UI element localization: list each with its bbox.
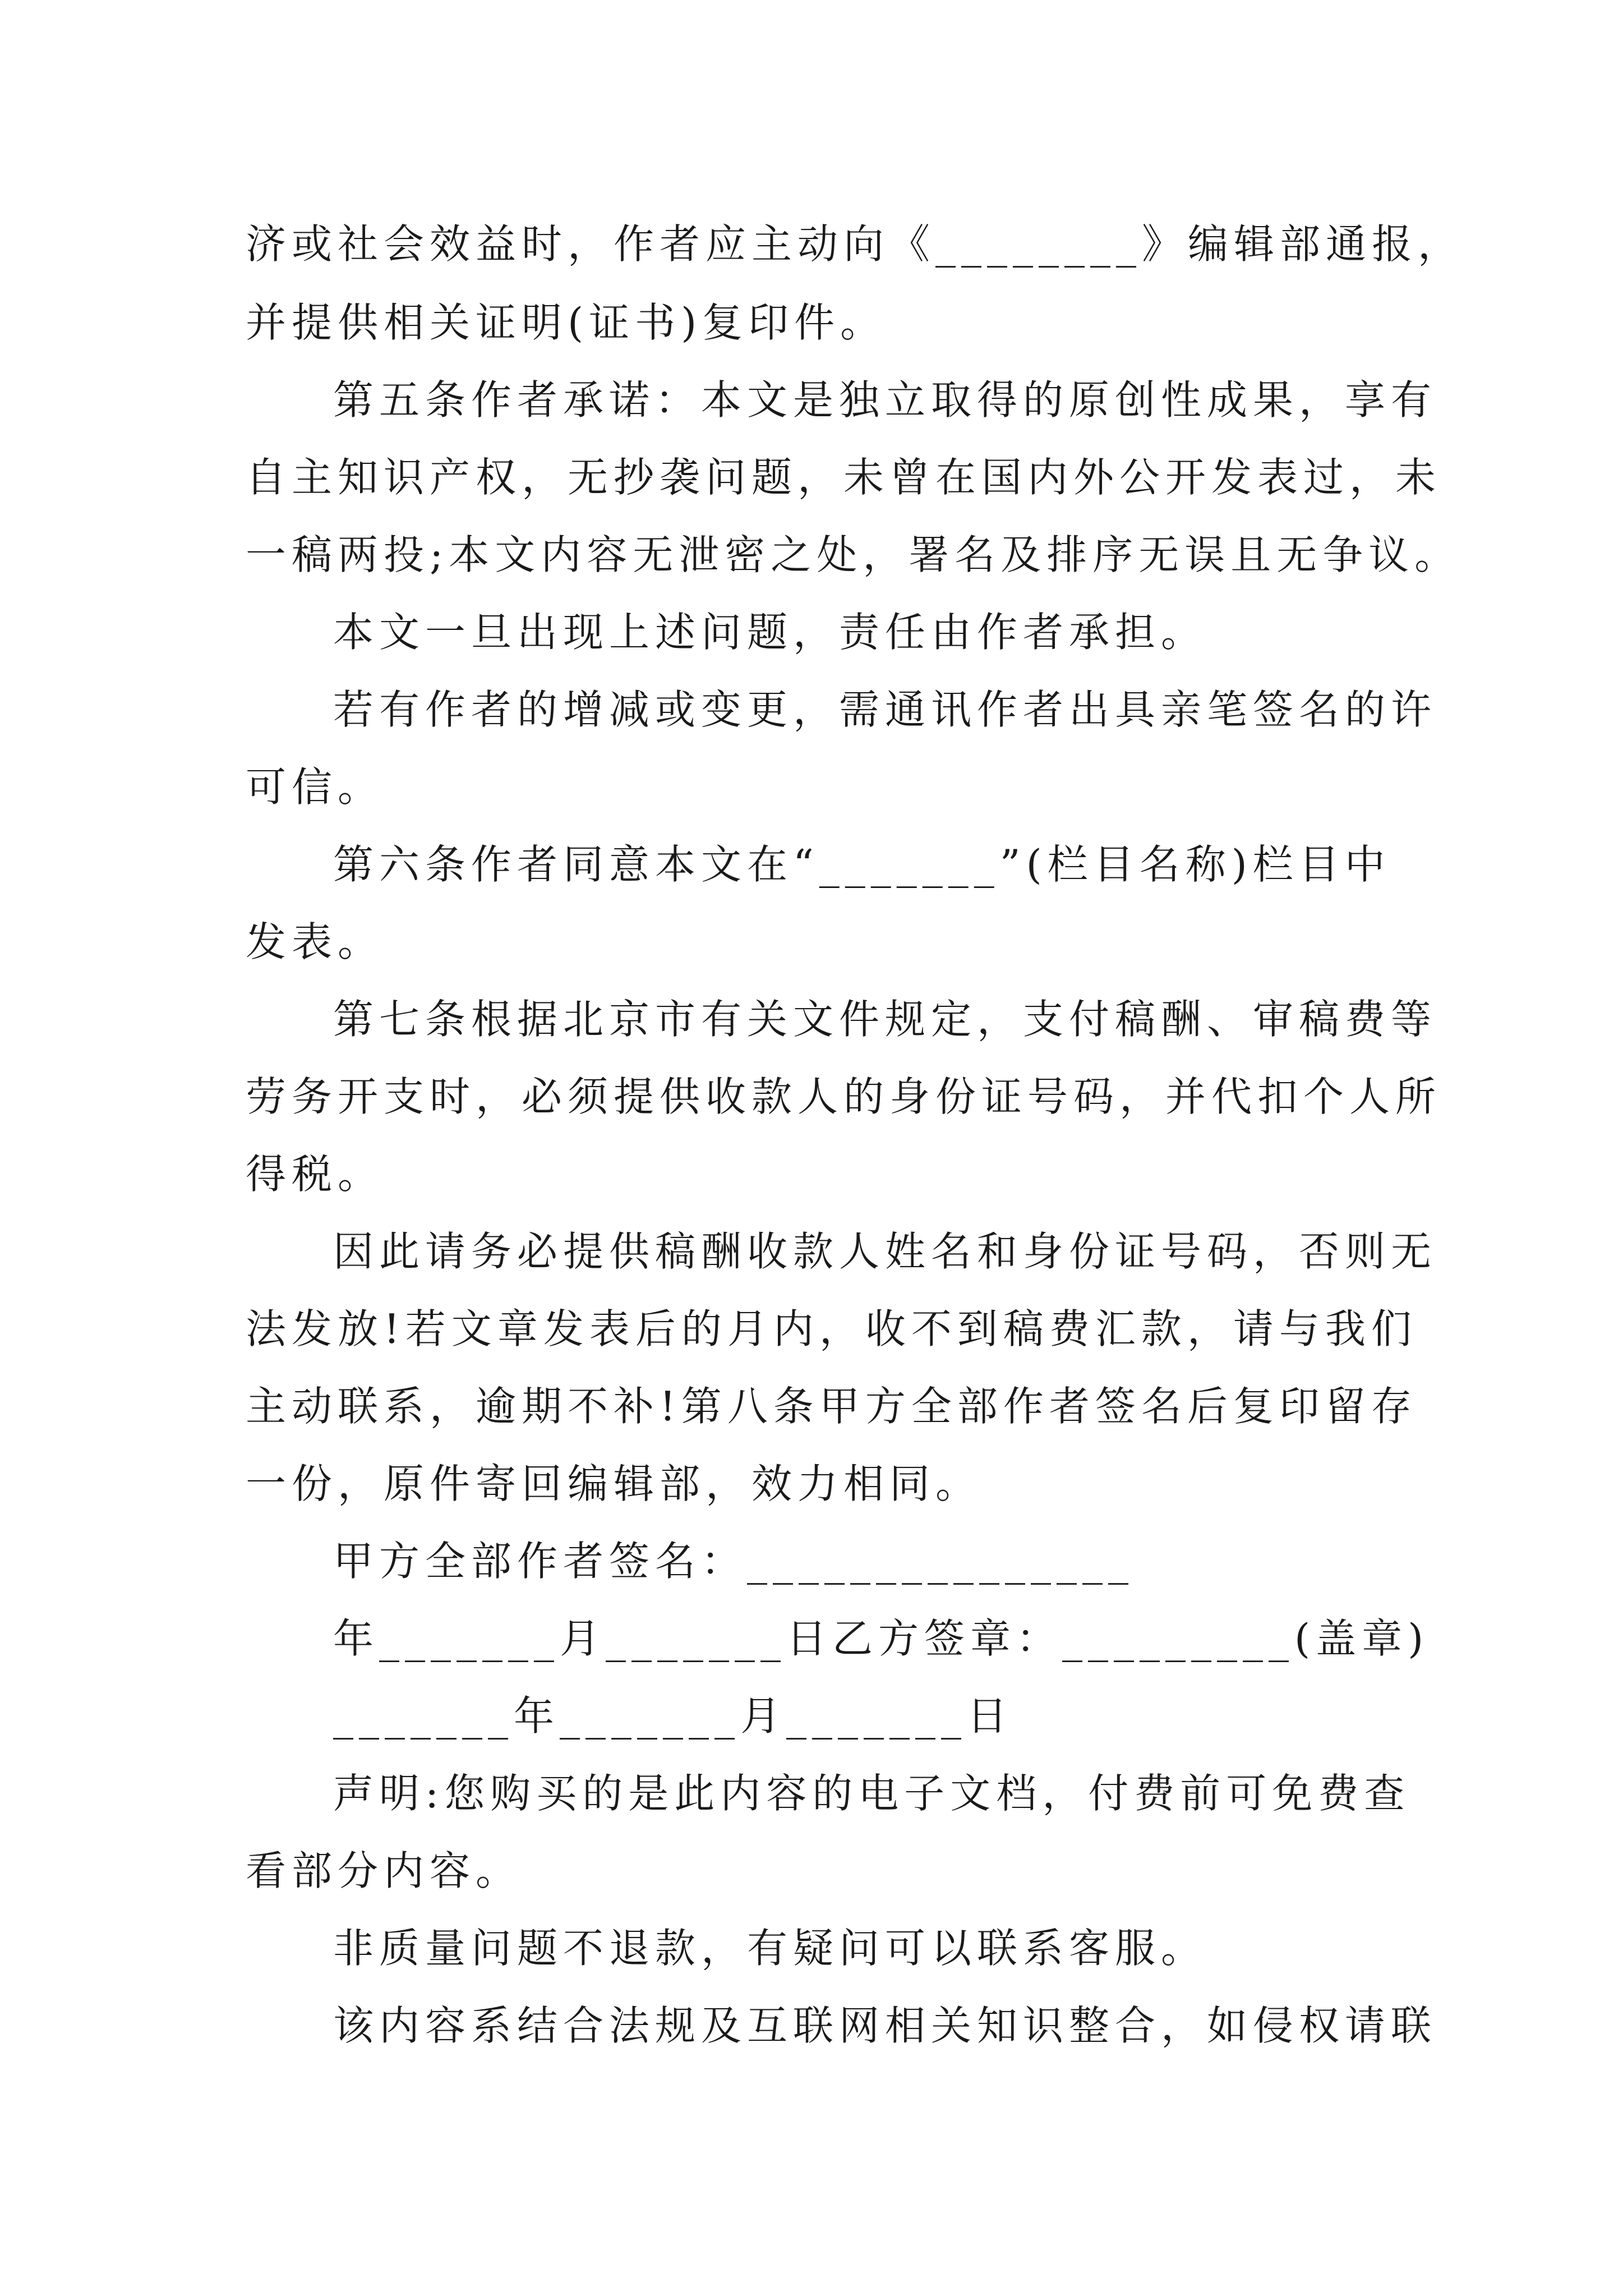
text-line: 第六条作者同意本文在“_______”(栏目名称)栏目中 — [333, 841, 1391, 888]
text-line: 该内容系结合法规及互联网相关知识整合，如侵权请联 — [333, 2002, 1437, 2049]
date-seal-line: 年_______月_______日乙方签章：_________(盖章) — [333, 1615, 1430, 1662]
text-line: 自主知识产权，无抄袭问题，未曾在国内外公开发表过，未 — [246, 454, 1442, 501]
text-line: 主动联系，逾期不补!第八条甲方全部作者签名后复印留存 — [246, 1383, 1417, 1430]
text-line: 一份，原件寄回编辑部，效力相同。 — [246, 1460, 982, 1507]
text-line: 发表。 — [246, 918, 384, 965]
text-line: 声明:您购买的是此内容的电子文档，付费前可免费查 — [333, 1770, 1410, 1817]
date-line: _______年_______月_______日 — [333, 1692, 1013, 1740]
text-line: 第七条根据北京市有关文件规定，支付稿酬、审稿费等 — [333, 996, 1437, 1043]
text-line: 得税。 — [246, 1151, 384, 1198]
text-line: 劳务开支时，必须提供收款人的身份证号码，并代扣个人所 — [246, 1073, 1442, 1120]
text-line: 因此请务必提供稿酬收款人姓名和身份证号码，否则无 — [333, 1228, 1437, 1275]
text-line: 本文一旦出现上述问题，责任由作者承担。 — [333, 609, 1207, 656]
text-line: 一稿两投;本文内容无泄密之处，署名及排序无误且无争议。 — [246, 531, 1461, 578]
text-line: 非质量问题不退款，有疑问可以联系客服。 — [333, 1925, 1207, 1972]
text-line: 第五条作者承诺：本文是独立取得的原创性成果，享有 — [333, 376, 1437, 424]
text-line: 并提供相关证明(证书)复印件。 — [246, 299, 887, 346]
text-line: 若有作者的增减或变更，需通讯作者出具亲笔签名的许 — [333, 686, 1437, 733]
signature-line: 甲方全部作者签名：_______________ — [333, 1538, 1135, 1585]
text-line: 济或社会效益时，作者应主动向《________》编辑部通报， — [246, 220, 1464, 268]
text-line: 看部分内容。 — [246, 1847, 522, 1894]
text-line: 法发放!若文章发表后的月内，收不到稿费汇款，请与我们 — [246, 1305, 1417, 1352]
text-line: 可信。 — [246, 763, 384, 811]
